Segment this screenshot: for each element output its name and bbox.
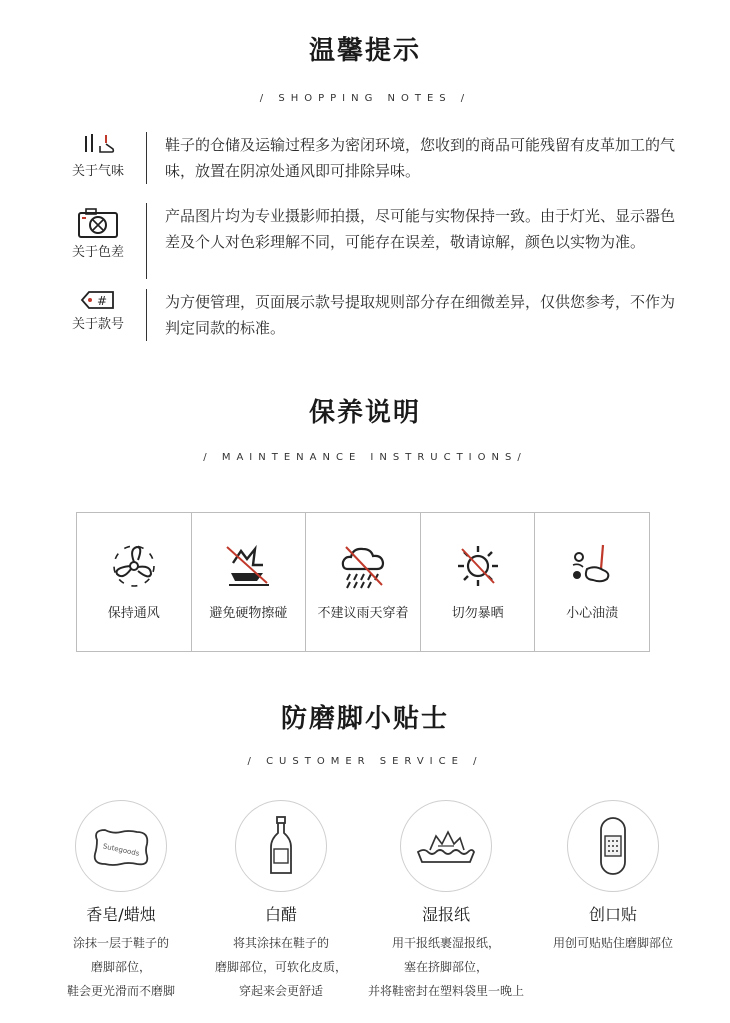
tip-soap-desc [36,931,206,1003]
maintenance-grid [76,512,650,652]
tip-vinegar-desc-line: 穿起来会更舒适 [238,984,323,998]
maintenance-item-no-sun [421,513,536,651]
svg-text:#: # [97,294,108,308]
tip-vinegar-desc-line: 将其涂抹在鞋子的 [232,936,329,950]
shopping-notes-title: 温馨提示 [308,36,421,66]
maintenance-item-ventilate [77,513,192,651]
tip-newspaper-circle [400,800,492,892]
maintenance-title: 保养说明 [308,398,421,428]
tips-title: 防磨脚小贴士 [280,704,449,734]
maintenance-label-ventilate: 保持通风 [107,606,160,621]
tip-newspaper-title: 湿报纸 [421,905,470,924]
maintenance-label-no-hard-object: 避免硬物擦碰 [209,606,288,621]
newspaper-icon [414,826,478,866]
shopping-notes-subtitle: / SHOPPING NOTES / [259,93,471,104]
no-hard-object-icon [223,543,273,589]
note-color-label: 关于色差 [71,245,124,260]
tip-newspaper-desc [361,931,531,1003]
maintenance-item-no-hard-object [192,513,307,651]
tip-newspaper-desc-line: 塞在挤脚部位， [403,960,488,974]
note-style-number-text: 为方便管理，页面展示款号提取规则部分存在细微差异，仅供您参考，不作为判定同款的标准。 [165,293,676,337]
tip-soap-circle [75,800,167,892]
soap-icon [89,822,153,870]
note-style-number [58,289,678,341]
vinegar-bottle-icon [266,815,296,877]
note-color [58,203,678,279]
tip-soap [36,800,206,1003]
tip-newspaper [361,800,531,1003]
tip-bandage-desc [528,931,698,955]
tips-subtitle: / CUSTOMER SERVICE / [247,756,483,767]
tip-soap-title: 香皂/蜡烛 [86,905,156,924]
no-rain-icon [338,543,388,589]
tip-vinegar-desc [196,931,366,1003]
tip-bandage-desc-line: 用创可贴贴住磨脚部位 [552,936,673,950]
note-color-text: 产品图片均为专业摄影师拍摄，尽可能与实物保持一致。由于灯光、显示器色差及个人对色彩理解不同，可能存在误差，敬请谅解，颜色以实物为准。 [165,207,676,251]
note-smell [58,132,678,184]
fan-icon [111,543,157,589]
smell-icon [78,132,118,158]
svg-text:Sutegoods: Sutegoods [102,842,141,858]
bandage-icon [598,816,628,876]
tip-bandage [528,800,698,955]
maintenance-label-no-rain: 不建议雨天穿着 [317,606,409,621]
oil-stain-icon [567,543,617,589]
tip-newspaper-desc-line: 用干报纸裹湿报纸， [391,936,500,950]
tip-bandage-circle [567,800,659,892]
note-smell-label: 关于气味 [71,164,124,179]
tip-newspaper-desc-line: 并将鞋密封在塑料袋里一晚上 [367,984,524,998]
camera-icon [76,207,120,239]
maintenance-label-no-sun: 切勿暴晒 [451,606,504,621]
maintenance-subtitle: / MAINTENANCE INSTRUCTIONS/ [203,452,527,463]
maintenance-label-oil-stain: 小心油渍 [566,606,619,621]
no-sun-icon [454,543,502,589]
tip-vinegar-title: 白醋 [264,905,297,924]
note-style-number-label: 关于款号 [71,317,124,332]
tip-soap-desc-line: 磨脚部位， [90,960,151,974]
tip-soap-desc-line: 鞋会更光滑而不磨脚 [66,984,175,998]
maintenance-item-oil-stain [535,513,649,651]
note-smell-text: 鞋子的仓储及运输过程多为密闭环境，您收到的商品可能残留有皮革加工的气味，放置在阴凉处通风即可排除异味。 [165,136,676,180]
tip-vinegar-circle [235,800,327,892]
tip-vinegar-desc-line: 磨脚部位，可软化皮质， [214,960,347,974]
maintenance-item-no-rain [306,513,421,651]
tip-bandage-title: 创口贴 [588,905,637,924]
tip-vinegar [196,800,366,1003]
tag-icon [78,289,118,311]
tip-soap-desc-line: 涂抹一层于鞋子的 [72,936,169,950]
